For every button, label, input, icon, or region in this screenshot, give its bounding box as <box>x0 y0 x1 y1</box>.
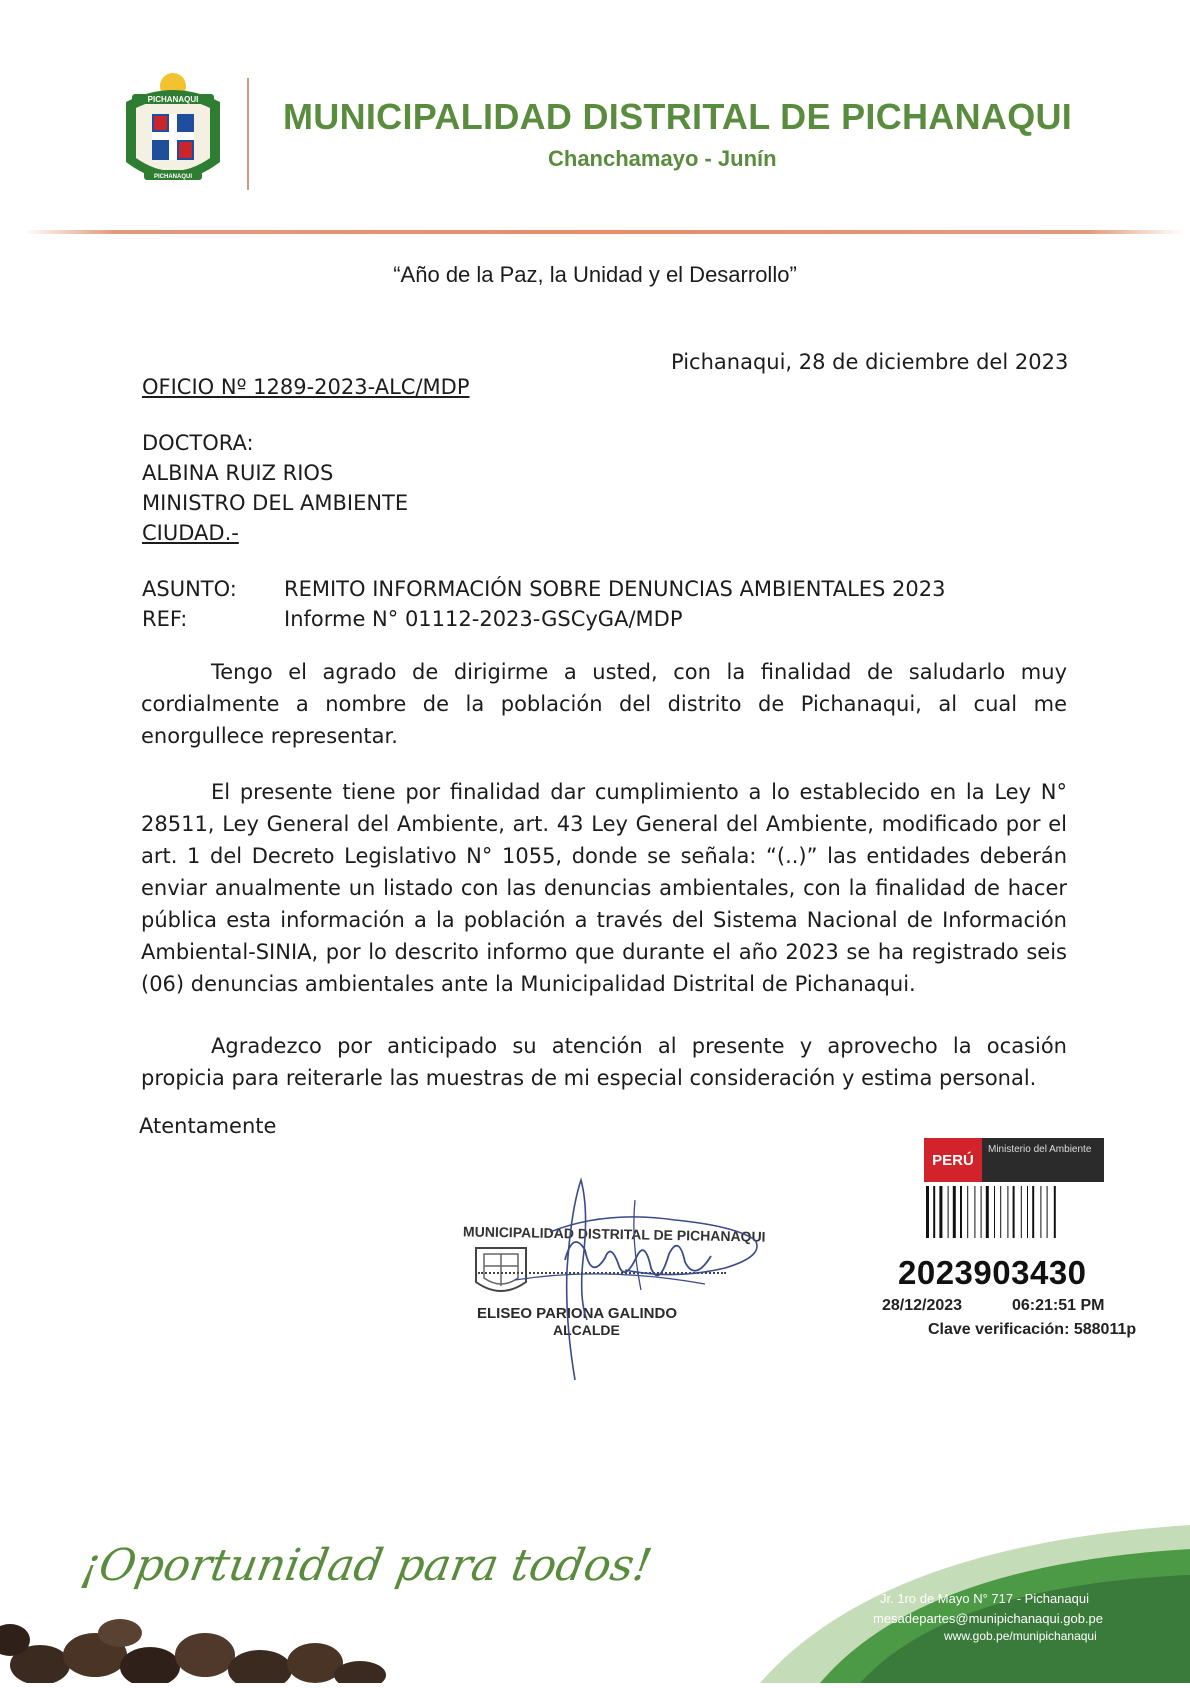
header-rule <box>22 230 1182 234</box>
signer-name: ELISEO PARIONA GALINDO <box>477 1305 678 1322</box>
peru-label: PERÚ <box>924 1138 982 1182</box>
subject-block <box>142 574 946 634</box>
ref-label: REF: <box>142 607 188 631</box>
logo-text-bottom: PICHANAQUI <box>153 174 193 180</box>
footer-slogan: ¡Oportunidad para todos! <box>77 1540 656 1591</box>
municipality-logo <box>118 70 228 198</box>
stamp-organization: MUNICIPALIDAD DISTRITAL DE PICHANAQUI <box>462 1223 766 1245</box>
registration-number: 2023903430 <box>898 1254 1087 1291</box>
recipient-city: CIUDAD.- <box>142 521 239 545</box>
paragraph-1-text: Tengo el agrado de dirigirme a usted, con la finalidad de saludarlo muy cordialmente a nombre de la población del distrito de Pichanaqui, al cual me enorgullece representar. <box>141 660 1067 748</box>
organization-subtitle: Chanchamayo - Junín <box>548 146 777 171</box>
footer-email[interactable]: mesadepartes@munipichanaqui.gob.pe <box>873 1611 1104 1626</box>
place-date: Pichanaqui, 28 de diciembre del 2023 <box>671 350 1069 374</box>
organization-title: MUNICIPALIDAD DISTRITAL DE PICHANAQUI <box>283 96 1073 137</box>
recipient-salutation: DOCTORA: <box>142 431 254 455</box>
footer-address: Jr. 1ro de Mayo N° 717 - Pichanaqui <box>880 1591 1089 1606</box>
logo-text-top: PICHANAQUI <box>147 95 199 104</box>
handwritten-signature <box>455 1170 785 1400</box>
recipient-position: MINISTRO DEL AMBIENTE <box>142 491 409 515</box>
paragraph-purpose <box>141 776 1067 1000</box>
ministry-label: Ministerio del Ambiente <box>982 1138 1104 1182</box>
paragraph-thanks <box>141 1030 1067 1094</box>
footer-website[interactable]: www.gob.pe/munipichanaqui <box>944 1629 1097 1643</box>
recipient-block <box>142 428 408 548</box>
paragraph-3-text: Agradezco por anticipado su atención al presente y aprovecho la ocasión propicia para reiterarle las muestras de mi especial consideración y estima personal. <box>141 1034 1067 1090</box>
oficio-number: OFICIO Nº 1289-2023-ALC/MDP <box>142 375 470 399</box>
coffee-beans-icon <box>0 1619 386 1683</box>
subject-text: REMITO INFORMACIÓN SOBRE DENUNCIAS AMBIENTALES 2023 <box>284 577 946 601</box>
recipient-name: ALBINA RUIZ RIOS <box>142 461 334 485</box>
header-divider <box>247 78 249 190</box>
barcode-icon <box>924 1186 1104 1238</box>
registration-date: 28/12/2023 <box>882 1297 963 1314</box>
ref-text: Informe N° 01112-2023-GSCyGA/MDP <box>284 607 683 631</box>
signer-title: ALCALDE <box>553 1322 620 1338</box>
reception-stamp-header <box>924 1138 1104 1182</box>
year-motto: “Año de la Paz, la Unidad y el Desarrollo” <box>393 262 797 287</box>
paragraph-2-text: El presente tiene por finalidad dar cumplimiento a lo establecido en la Ley N° 28511, Ley General del Ambiente, art. 43 Ley General del Ambiente, modificado por el art. 1 del Decreto Legislativo N° 1055, donde se señala: “(..)” las entidades deberán enviar anualmente un listado con las denuncias ambientales, con la finalidad de hacer pública esta información a la población a través del Sistema Nacional de Información Ambiental-SINIA, por lo descrito informo que durante el año 2023 se ha registrado seis (06) denuncias ambientales ante la Municipalidad Distrital de Pichanaqui. <box>141 780 1067 996</box>
verification-key: Clave verificación: 588011p <box>928 1321 1137 1338</box>
paragraph-greeting <box>141 656 1067 752</box>
registration-time: 06:21:51 PM <box>1012 1297 1105 1314</box>
subject-label: ASUNTO: <box>142 577 237 601</box>
closing: Atentamente <box>139 1114 277 1138</box>
